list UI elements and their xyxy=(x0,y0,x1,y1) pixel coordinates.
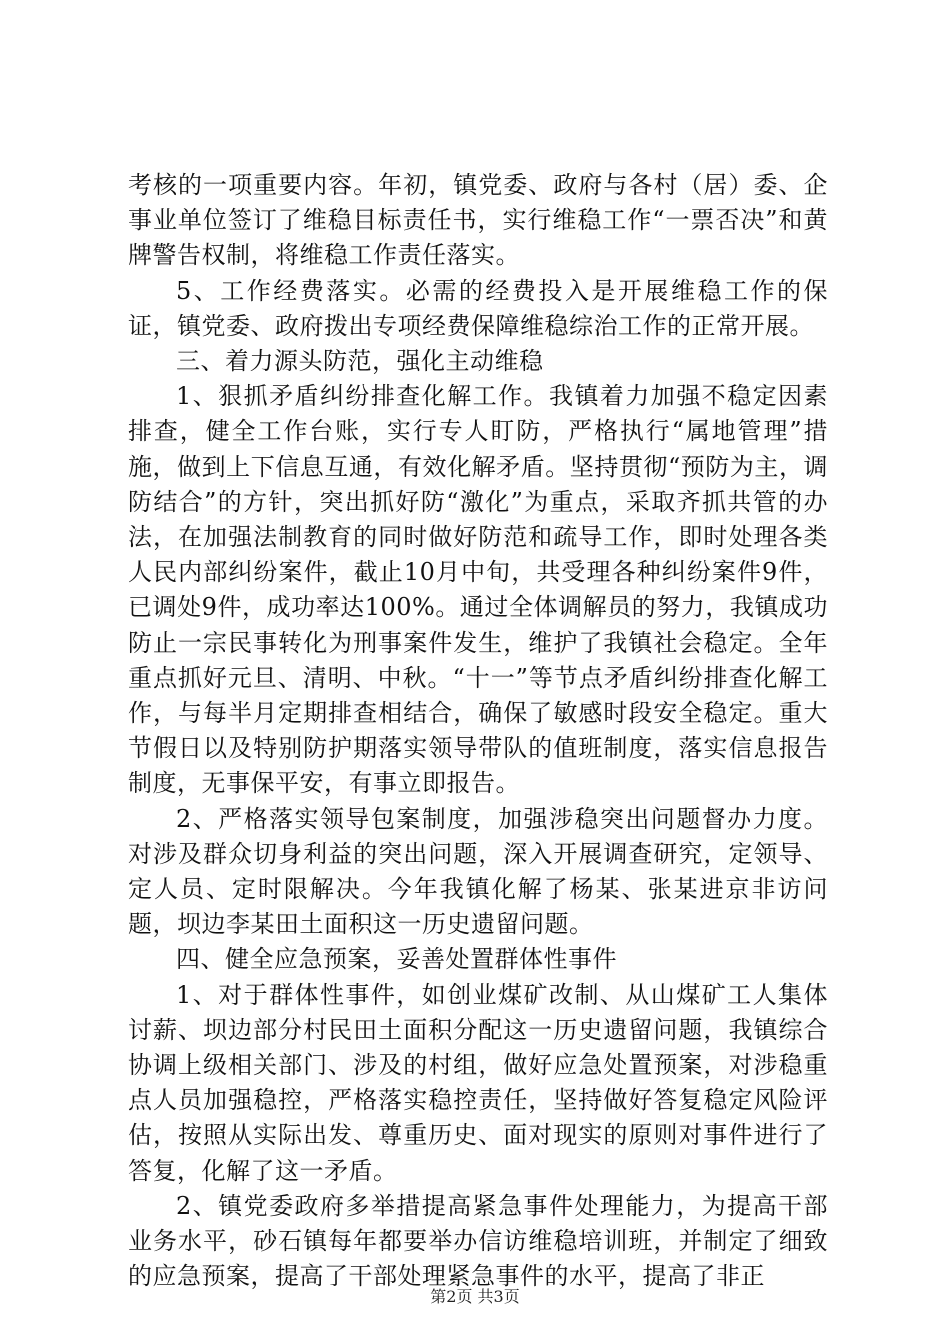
paragraph: 考核的一项重要内容。年初，镇党委、政府与各村（居）委、企事业单位签订了维稳目标责任书，实行维稳工作“一票否决”和黄牌警告权制，将维稳工作责任落实。 xyxy=(128,171,828,270)
paragraph: 5、工作经费落实。必需的经费投入是开展维稳工作的保证，镇党委、政府拨出专项经费保障维稳综治工作的正常开展。 xyxy=(128,276,828,340)
paragraph: 1、对于群体性事件，如创业煤矿改制、从山煤矿工人集体讨薪、坝边部分村民田土面积分配这一历史遗留问题，我镇综合协调上级相关部门、涉及的村组，做好应急处置预案，对涉稳重点人员加强稳控，严格落实稳控责任，坚持做好答复稳定风险评估，按照从实际出发、尊重历史、面对现实的原则对事件进行了答复，化解了这一矛盾。 xyxy=(128,980,828,1185)
section-heading: 三、着力源头防范，强化主动维稳 xyxy=(176,347,544,376)
paragraph: 1、狠抓矛盾纠纷排查化解工作。我镇着力加强不稳定因素排查，健全工作台账，实行专人盯防，严格执行“属地管理”措施，做到上下信息互通，有效化解矛盾。坚持贯彻“预防为主，调防结合”的方针，突出抓好防“激化”为重点，采取齐抓共管的办法，在加强法制教育的同时做好防范和疏导工作，即时处理各类人民内部纠纷案件，截止10月中旬，共受理各种纠纷案件9件，已调处9件，成功率达100%。通过全体调解员的努力，我镇成功防止一宗民事转化为刑事案件发生，维护了我镇社会稳定。全年重点抓好元旦、清明、中秋。“十一”等节点矛盾纠纷排查化解工作，与每半月定期排查相结合，确保了敏感时段安全稳定。重大节假日以及特别防护期落实领导带队的值班制度，落实信息报告制度，无事保平安，有事立即报告。 xyxy=(128,382,828,798)
page-number-footer: 第2页 共3页 xyxy=(430,1287,520,1306)
paragraph: 2、严格落实领导包案制度，加强涉稳突出问题督办力度。对涉及群众切身利益的突出问题，深入开展调查研究，定领导、定人员、定时限解决。今年我镇化解了杨某、张某进京非访问题，坝边李某田土面积这一历史遗留问题。 xyxy=(128,804,828,939)
paragraph: 2、镇党委政府多举措提高紧急事件处理能力，为提高干部业务水平，砂石镇每年都要举办信访维稳培训班，并制定了细致的应急预案，提高了干部处理紧急事件的水平，提高了非正 xyxy=(128,1191,828,1291)
section-heading: 四、健全应急预案，妥善处置群体性事件 xyxy=(176,945,617,974)
document-body xyxy=(128,168,828,1295)
